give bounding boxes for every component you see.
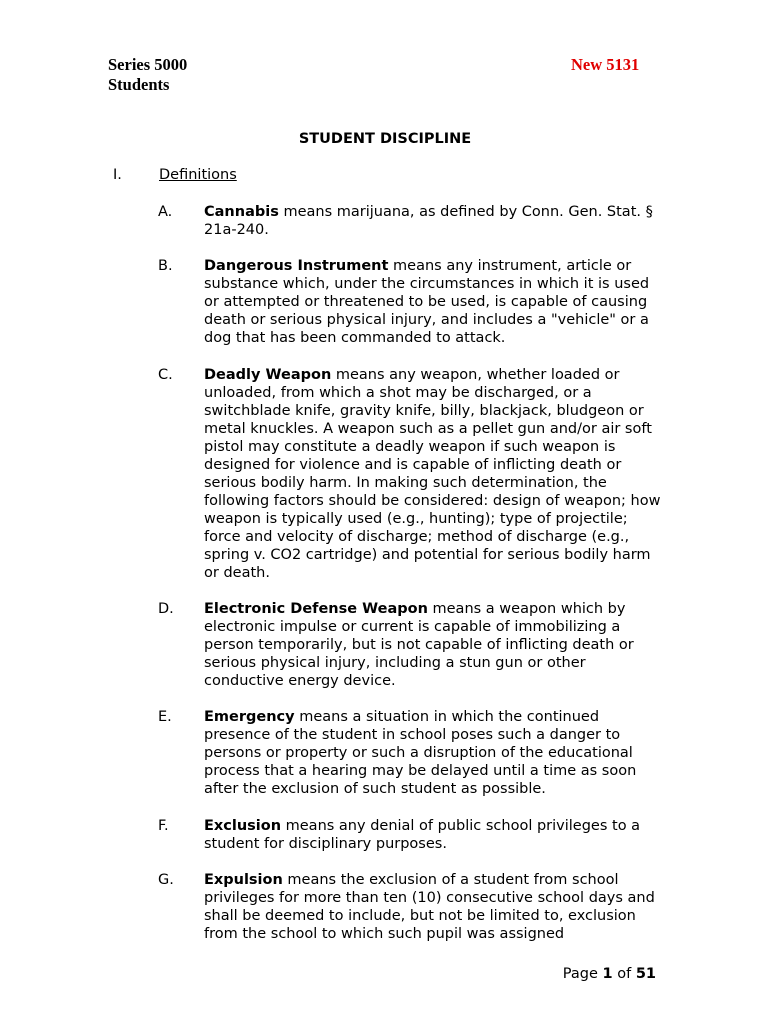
category-label: Students: [108, 75, 170, 94]
document-header-left: [108, 55, 187, 95]
total-page-number: 51: [635, 966, 656, 982]
definition-letter: G.: [158, 872, 174, 888]
definition-term: Deadly Weapon: [204, 367, 332, 383]
section-title: Definitions: [159, 167, 237, 183]
page-word: Page: [562, 966, 603, 982]
page-counter: [563, 965, 656, 983]
definition-body: [204, 708, 664, 798]
series-label: Series 5000: [108, 55, 188, 74]
of-word: of: [612, 966, 636, 982]
definition-body: [204, 600, 664, 690]
definition-text: means any instrument, article or substance which, under the circumstances in which it is used or attempted or threatened to be used, is capable of causing death or serious physical injury, and includes a "vehicle" or a dog that has been commanded to attack.: [204, 258, 650, 346]
definition-term: Exclusion: [204, 818, 282, 834]
document-title: STUDENT DISCIPLINE: [298, 131, 472, 147]
definition-letter: F.: [158, 818, 169, 834]
definition-text: means the exclusion of a student from school privileges for more than ten (10) consecutive school days and shall be deemed to include, but not be limited to, exclusion from the school to which such pupil was assigned: [204, 872, 655, 942]
definition-letter: C.: [158, 367, 173, 383]
definition-letter: D.: [158, 601, 174, 617]
definition-term: Cannabis: [204, 204, 279, 220]
definition-term: Emergency: [204, 709, 295, 725]
definition-body: [204, 257, 664, 347]
definition-term: Expulsion: [204, 872, 283, 888]
definition-text: means any denial of public school privileges to a student for disciplinary purposes.: [204, 818, 641, 852]
definition-letter: B.: [158, 258, 173, 274]
definition-letter: A.: [158, 204, 173, 220]
definition-body: [204, 366, 664, 582]
definition-text: means a situation in which the continued presence of the student in school poses such a danger to persons or property or such a disruption of the educational process that a hearing may be delayed until a time as soon after the exclusion of such student as possible.: [204, 709, 637, 797]
section-number: I.: [113, 167, 122, 183]
definition-term: Dangerous Instrument: [204, 258, 389, 274]
definition-text: means a weapon which by electronic impulse or current is capable of immobilizing a person temporarily, but is not capable of inflicting death or serious physical injury, including a stun gun or other conductive energy device.: [204, 601, 634, 689]
definition-text: means marijuana, as defined by Conn. Gen. Stat. § 21a-240.: [204, 204, 653, 238]
definition-body: [204, 203, 664, 239]
definition-body: [204, 871, 664, 943]
definition-letter: E.: [158, 709, 172, 725]
definition-text: means any weapon, whether loaded or unloaded, from which a shot may be discharged, or a switchblade knife, gravity knife, billy, blackjack, bludgeon or metal knuckles. A weapon such as a pellet gun and/or air soft pistol may constitute a deadly weapon if such weapon is designed for violence and is capable of inflicting death or serious bodily harm. In making such determination, the following factors should be considered: design of weapon; how weapon is typically used (e.g., hunting); type of projectile; force and velocity of discharge; method of discharge (e.g., spring v. CO2 cartridge) and potential for serious bodily harm or death.: [204, 367, 661, 581]
current-page-number: 1: [602, 966, 613, 982]
definition-term: Electronic Defense Weapon: [204, 601, 428, 617]
definition-body: [204, 817, 664, 853]
policy-number: New 5131: [571, 55, 640, 74]
